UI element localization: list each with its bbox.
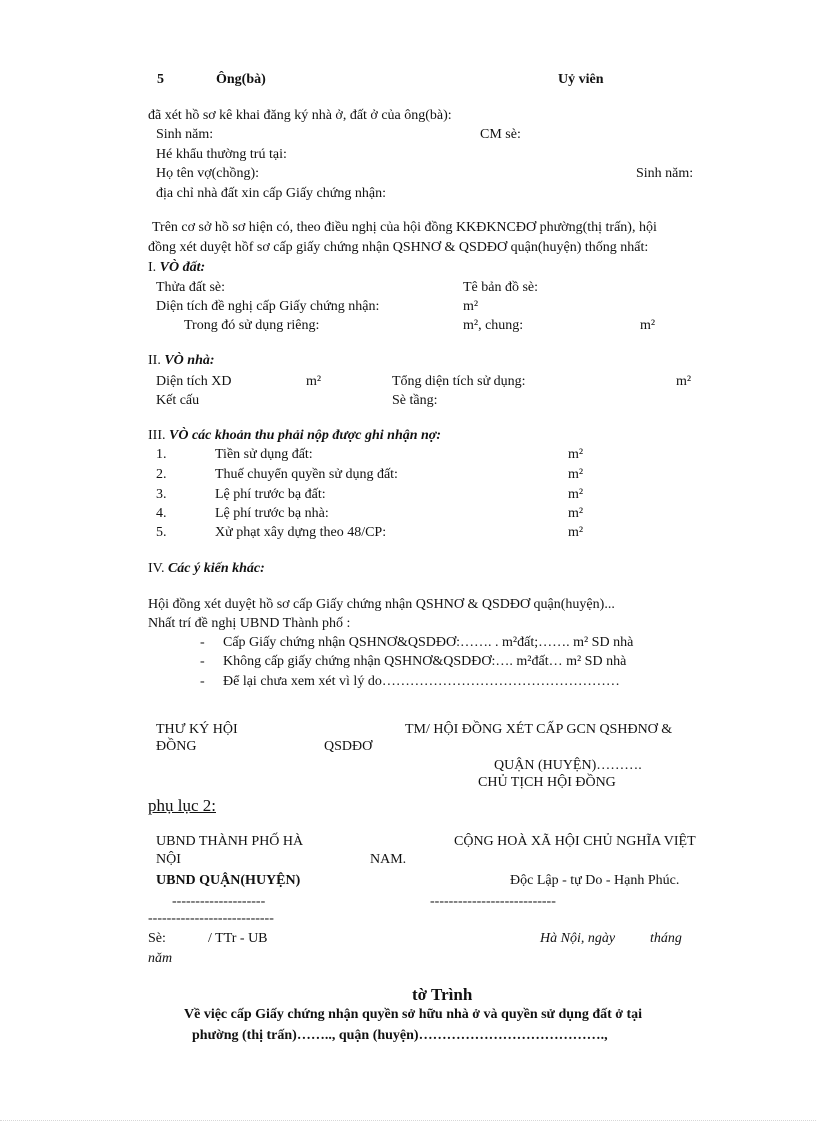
bullet-dash: -: [200, 635, 205, 650]
fee-item-unit: m²: [568, 506, 584, 521]
appendix-title: phụ lục 2:: [148, 796, 216, 815]
total-area-unit: m²: [676, 374, 692, 389]
birth-year-label: Sinh năm:: [156, 127, 214, 142]
basis-line-2: đồng xét duyệt hồf sơ cấp giấy chứng nhận QSHNƠ & QSDĐƠ quận(huyện) thống nhất:: [148, 240, 649, 255]
fee-item-number: 4.: [156, 506, 167, 521]
header-rule-left: --------------------: [172, 894, 266, 909]
council-line-2: Nhất trí đề nghị UBND Thành phố :: [148, 616, 351, 631]
fee-item-label: Tiền sử dụng đất:: [215, 447, 313, 462]
bullet-dash: -: [200, 674, 205, 689]
fee-item-number: 5.: [156, 525, 167, 540]
intro-line: đã xét hồ sơ kê khai đăng ký nhà ở, đất ở của ông(bà):: [148, 108, 452, 123]
fees-heading: [148, 427, 441, 445]
member-name-label: Ông(bà): [216, 72, 266, 87]
shared-use-unit: m²: [640, 318, 656, 333]
map-sheet-label: Tê bản đồ sè:: [463, 280, 539, 295]
council-line-1: Hội đồng xét duyệt hồ sơ cấp Giấy chứng nhận QSHNƠ & QSDĐƠ quận(huyện)...: [148, 597, 615, 612]
fee-item-label: Lệ phí trước bạ đất:: [215, 487, 326, 502]
chairman-title: CHỦ TỊCH HỘI ĐỒNG: [478, 775, 616, 790]
ref-number-label: Sè:: [148, 931, 166, 946]
city-committee-2: NỘI: [156, 852, 181, 867]
fee-item-unit: m²: [568, 467, 584, 482]
submission-title: tờ Trình: [412, 985, 473, 1004]
bullet-dash: -: [200, 654, 205, 669]
board-qsdd: QSDĐƠ: [324, 739, 373, 754]
other-heading: [148, 560, 265, 578]
shared-use-label: m², chung:: [463, 318, 524, 333]
address-label: địa chỉ nhà đất xin cấp Giấy chứng nhận:: [156, 186, 386, 201]
id-number-label: CM sè:: [480, 127, 521, 142]
national-motto: Độc Lập - tự Do - Hạnh Phúc.: [510, 873, 680, 888]
fee-item-label: Xử phạt xây dựng theo 48/CP:: [215, 525, 387, 540]
place-date: Hà Nội, ngày: [540, 931, 616, 946]
land-heading-number: I.: [148, 260, 157, 275]
fee-item-number: 1.: [156, 447, 167, 462]
fee-item-unit: m²: [568, 525, 584, 540]
fee-item-number: 3.: [156, 487, 167, 502]
plot-label: Thửa đất sè:: [156, 280, 226, 295]
built-area-unit: m²: [306, 374, 322, 389]
area-request-label: Diện tích đề nghị cấp Giấy chứng nhận:: [156, 299, 380, 314]
land-heading: [148, 259, 205, 277]
fee-item-number: 2.: [156, 467, 167, 482]
member-role: Uỷ viên: [558, 72, 604, 87]
page-bottom-divider: [0, 1120, 816, 1121]
header-rule-right: ---------------------------: [430, 894, 556, 909]
fee-item-label: Lệ phí trước bạ nhà:: [215, 506, 329, 521]
republic-name-1: CỘNG HOÀ XÃ HỘI CHỦ NGHĨA VIỆT: [454, 834, 696, 849]
structure-label: Kết cấu: [156, 393, 200, 408]
member-number: 5: [157, 72, 164, 87]
fee-item-unit: m²: [568, 447, 584, 462]
fees-heading-number: III.: [148, 428, 166, 443]
ref-code: / TTr - UB: [208, 931, 268, 946]
built-area-label: Diện tích XD: [156, 374, 232, 389]
board-title: TM/ HỘI ĐỒNG XÉT CẤP GCN QSHĐNƠ &: [405, 722, 673, 737]
house-heading: [148, 352, 215, 370]
council-option-deny: Không cấp giấy chứng nhận QSHNƠ&QSDĐƠ:…. m²đất… m² SD nhà: [223, 654, 627, 669]
land-heading-title: VÒ đất:: [159, 260, 206, 275]
republic-name-2: NAM.: [370, 852, 407, 867]
fees-heading-title: VÒ các khoản thu phải nộp được ghi nhận nợ:: [169, 428, 441, 443]
submission-subject-1: Về việc cấp Giấy chứng nhận quyền sở hữu nhà ở và quyền sử dụng đất ở tại: [184, 1007, 643, 1022]
header-rule-left-2: ---------------------------: [148, 911, 274, 926]
fee-item-label: Thuế chuyển quyền sử dụng đất:: [215, 467, 398, 482]
basis-line-1: Trên cơ sở hồ sơ hiện có, theo điều nghị của hội đồng KKĐKNCĐƠ phường(thị trấn), hội: [152, 220, 657, 235]
date-year: năm: [148, 951, 173, 966]
spouse-birth-label: Sinh năm:: [636, 166, 694, 181]
submission-subject-2: phường (thị trấn)…….., quận (huyện)………………………………….,: [192, 1028, 608, 1043]
city-committee-1: UBND THÀNH PHỐ HÀ: [156, 834, 304, 849]
residence-label: Hé khẩu thường trú tại:: [156, 147, 287, 162]
floors-label: Sè tầng:: [392, 393, 438, 408]
total-area-label: Tổng diện tích sử dụng:: [392, 374, 526, 389]
board-district: QUẬN (HUYỆN)……….: [494, 758, 642, 773]
house-heading-title: VÒ nhà:: [164, 353, 215, 368]
other-heading-title: Các ý kiến khác:: [167, 561, 265, 576]
house-heading-number: II.: [148, 353, 161, 368]
district-committee: UBND QUẬN(HUYỆN): [156, 873, 301, 888]
fee-item-unit: m²: [568, 487, 584, 502]
secretary-title-1: THƯ KÝ HỘI: [156, 722, 238, 737]
area-request-unit: m²: [463, 299, 479, 314]
council-option-issue: Cấp Giấy chứng nhận QSHNƠ&QSDĐƠ:……. . m²đất;……. m² SD nhà: [223, 635, 634, 650]
date-month: tháng: [650, 931, 682, 946]
council-option-defer: Để lại chưa xem xét vì lý do……………………………………………: [223, 674, 620, 689]
private-use-label: Trong đó sử dụng riêng:: [184, 318, 320, 333]
spouse-label: Họ tên vợ(chồng):: [156, 166, 260, 181]
secretary-title-2: ĐỒNG: [156, 739, 197, 754]
other-heading-number: IV.: [148, 561, 165, 576]
